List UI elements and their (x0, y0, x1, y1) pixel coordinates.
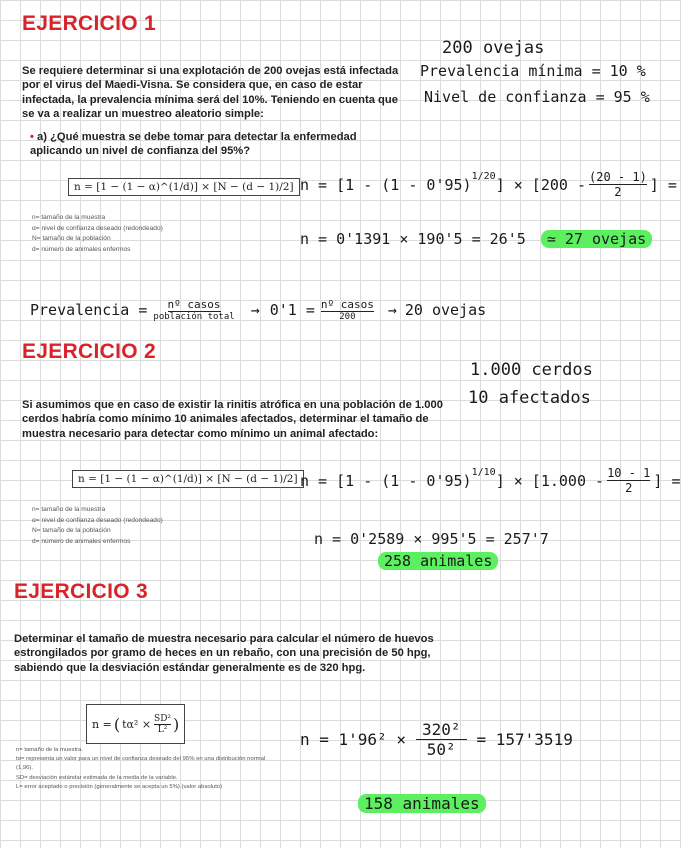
calc-part: 200 - (540, 175, 586, 194)
calc-part: ] × [ (495, 471, 541, 490)
ex1-calc-2 (300, 230, 652, 248)
paren-close: ) (173, 714, 180, 734)
fraction-num: (20 - 1) (589, 170, 647, 184)
ex1-prevalence (30, 298, 486, 322)
formula-fraction (154, 714, 171, 735)
legend-line: n= tamaño de la muestra. (16, 747, 83, 753)
ex2-formula: n = [1 − (1 − α)^(1/d)] × [N − (d − 1)/2] (72, 470, 304, 488)
calc-result: = 157'3519 (476, 730, 573, 749)
ex2-calc-1 (300, 466, 681, 495)
legend-line: d= número de animales enfermos (32, 245, 131, 253)
legend-line: α= nivel de confianza deseado (redondeado) (32, 516, 163, 524)
ex3-calc (300, 720, 573, 759)
ex1-question-text: a) ¿Qué muestra se debe tomar para detectar la enfermedad aplicando un nivel de confianza del 95%? (30, 131, 357, 158)
ex1-formula: n = [1 − (1 − α)^(1/d)] × [N − (d − 1)/2] (68, 178, 300, 196)
ex2-title: EJERCICIO 2 (22, 340, 157, 363)
calc-exponent: 1/20 (471, 171, 496, 182)
ex1-title: EJERCICIO 1 (22, 12, 157, 35)
fraction-den: población total (153, 312, 235, 322)
calc-fraction (589, 170, 647, 199)
paren-open: ( (113, 714, 121, 734)
arrow-icon: → (387, 301, 397, 319)
legend-line: SD= desviación estándar estimada de la media de la variable. (16, 774, 178, 781)
ex3-statement: Determinar el tamaño de muestra necesario para calcular el número de huevos estrongilados por gramo de heces en un rebaño, con una precisión de 50 hpg, sabiendo que la desviación estándar generalmente es de 320 hpg. (14, 633, 434, 674)
ex1-question (30, 130, 410, 159)
ex1-result: ≃ 27 ovejas (541, 230, 652, 248)
calc-part: n = [ (300, 175, 346, 194)
ex3-title: EJERCICIO 3 (14, 580, 149, 603)
calc-part: n = [ (300, 471, 346, 490)
fraction-den: 2 (625, 481, 633, 495)
ex2-statement: Si asumimos que en caso de existir la rinitis atrófica en una población de 1.000 cerdos habría como mínimo 10 animales afectados, determinar el tamaño de muestra necesario para detectar como mínimo un animal afectado: (22, 399, 443, 440)
fraction-num: nº casos (167, 298, 221, 311)
prev-fraction-2 (321, 298, 374, 322)
calc-base: 1 - (1 - 0'95) (345, 471, 472, 490)
legend-line: n= tamaño de la muestra (32, 214, 106, 221)
fraction-den: 2 (614, 185, 622, 199)
prev-label: Prevalencia = (30, 301, 148, 319)
ex3-legend (16, 746, 278, 792)
fraction-num: nº casos (320, 298, 374, 311)
legend-line: d= número de animales enfermos (32, 537, 131, 545)
ex1-legend (32, 213, 163, 255)
legend-line: L= error aceptado o precisión (generalmente se acepta un 5%) (valor absoluto) (16, 783, 223, 790)
prev-fraction (153, 298, 234, 322)
ex1-calc-1 (300, 170, 677, 199)
calc-exponent: 1/10 (471, 467, 496, 478)
ex1-note-1: 200 ovejas (442, 38, 545, 58)
fraction-num: SD² (154, 713, 172, 724)
formula-part: tα² × (122, 717, 152, 731)
formula-part: n = (92, 717, 112, 731)
calc-fraction (607, 466, 650, 495)
legend-line: n= tamaño de la muestra (32, 506, 106, 513)
legend-line: tα= representa un valor para un nivel de confianza deseado del 95% en una distribución normal (1,96). (16, 756, 266, 772)
fraction-den: L² (157, 724, 168, 735)
fraction-num: 320² (416, 720, 467, 740)
calc-part: n = 1'96² × (300, 730, 406, 749)
calc-base: 1 - (1 - 0'95) (345, 175, 472, 194)
fraction-den: 200 (339, 312, 356, 322)
legend-line: N= tamaño de la población (32, 235, 111, 242)
legend-line: α= nivel de confianza deseado (redondeado) (32, 224, 163, 232)
calc-fraction (416, 720, 467, 759)
ex2-result: 258 animales (378, 552, 498, 570)
ex1-statement: Se requiere determinar si una explotación de 200 ovejas está infectada por el virus del Maedi-Visna. Se considera que, en caso de estar infectada, la prevalencia mínima será del 10%. Teniendo en cuenta que se va a realizar un muestreo aleatorio simple: (22, 65, 399, 121)
calc-part: ] × [ (495, 175, 541, 194)
calc-line: n = 0'1391 × 190'5 = 26'5 (300, 230, 526, 248)
ex2-legend (32, 505, 163, 547)
ex1-note-3: Nivel de confianza = 95 % (424, 88, 650, 106)
ex2-note-1: 1.000 cerdos (470, 360, 593, 380)
calc-part: ] = (649, 175, 677, 194)
ex3-result: 158 animales (358, 794, 486, 813)
ex2-calc-2: n = 0'2589 × 995'5 = 257'7 (314, 530, 549, 548)
ex1-note-2: Prevalencia mínima = 10 % (420, 62, 646, 80)
prev-value: 0'1 = (269, 301, 315, 319)
calc-part: 1.000 - (540, 471, 605, 490)
ex3-formula (86, 704, 185, 744)
fraction-den: 50² (426, 740, 456, 759)
bullet-icon: • (30, 131, 38, 143)
ex2-note-2: 10 afectados (468, 388, 591, 408)
arrow-icon: → (250, 301, 260, 319)
fraction-num: 10 - 1 (607, 466, 651, 480)
calc-part: ] = (653, 471, 681, 490)
legend-line: N= tamaño de la población (32, 527, 111, 534)
prev-result: 20 ovejas (404, 301, 487, 319)
